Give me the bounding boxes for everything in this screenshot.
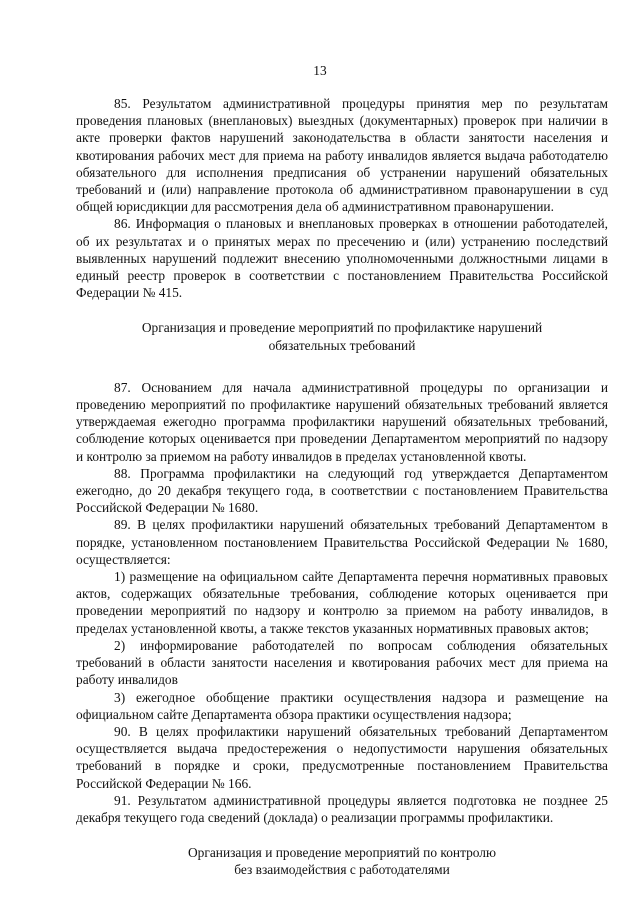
list-item-3: 3) ежегодное обобщение практики осуществления надзора и размещение на официальном сайте Департамента обзора практики осуществления надзора; [76,689,608,722]
paragraph-86: 86. Информация о плановых и внеплановых проверках в отношении работодателей, об их результатах и о принятых мерах по пресечению и (или) устранению последствий выявленных нарушений подлежит внесению уполномоченными должностными лицами в единый реестр проверок в соответствии с постановлением Правительства Российской Федерации № 415. [76,216,608,301]
list-item-2: 2) информирование работодателей по вопросам соблюдения обязательных требований в области занятости населения и квотирования рабочих мест для приема на работу инвалидов [76,637,608,688]
section-heading-prevention-line2: обязательных требований [268,337,416,353]
paragraph-88: 88. Программа профилактики на следующий год утверждается Департаментом ежегодно, до 20 декабря текущего года, в соответствии с постановлением Правительства Российской Федерации № 1680. [76,465,608,516]
paragraph-91: 91. Результатом административной процедуры является подготовка не позднее 25 декабря текущего года сведений (доклада) о реализации программы профилактики. [76,792,608,825]
paragraph-90: 90. В целях профилактики нарушений обязательных требований Департаментом осуществляется выдача предостережения о недопустимости нарушения обязательных требований в порядке и сроки, предусмотренные постановлением Правительства Российской Федерации № 166. [76,723,608,791]
list-item-1: 1) размещение на официальном сайте Департамента перечня нормативных правовых актов, содержащих обязательные требования, соблюдение которых оценивается при проведении мероприятий по надзору и контролю за приемом на работу инвалидов, в пределах установленной квоты, а также текстов указанных нормативных правовых актов; [76,569,608,636]
paragraph-89: 89. В целях профилактики нарушений обязательных требований Департаментом в порядке, установленном постановлением Правительства Российской Федерации № 1680, осуществляется: [76,517,608,567]
section-heading-control-line1: Организация и проведение мероприятий по контролю [187,845,496,861]
prevention-section-body [76,379,608,826]
page-number: 13 [313,63,327,78]
section-heading-prevention-line1: Организация и проведение мероприятий по профилактике нарушений [141,320,543,336]
document-body [76,95,608,879]
section-heading-control [76,844,608,878]
paragraph-87: 87. Основанием для начала административной процедуры по организации и проведению мероприятий по профилактике нарушений обязательных требований является утверждаемая ежегодно программа профилактики нарушений обязательных требований, соблюдение которых оценивается при проведении Департаментом мероприятий по надзору и контролю за приемом на работу инвалидов в пределах установленной квоты. [76,379,608,464]
paragraph-85: 85. Результатом административной процедуры принятия мер по результатам проведения плановых (внеплановых) выездных (документарных) проверок при наличии в акте проверки фактов нарушений законодательства в области занятости населения и квотирования рабочих мест для приема на работу инвалидов является выдача работодателю обязательного для исполнения предписания об устранении нарушений обязательных требований и (или) направление протокола об административном правонарушении в суд общей юрисдикции для рассмотрения дела об административном правонарушении. [76,96,608,215]
section-heading-control-line2: без взаимодействия с работодателями [234,862,450,878]
section-heading-prevention [76,319,608,353]
